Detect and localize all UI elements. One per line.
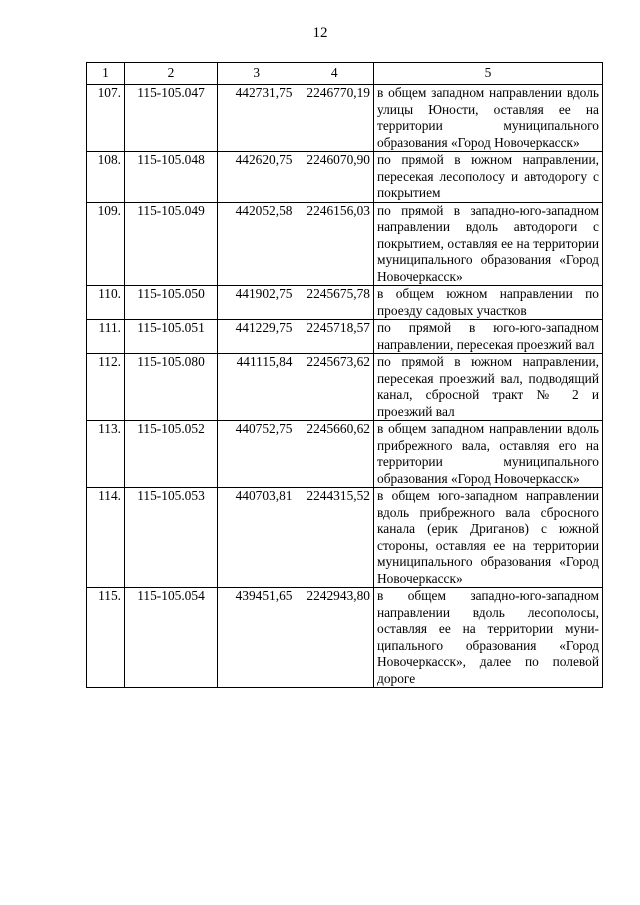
point-id: 115-105.054 xyxy=(125,588,218,688)
table-row xyxy=(87,202,603,286)
row-number: 107. xyxy=(87,85,125,152)
boundary-description: в общем западном направлении вдоль прибрежного вала, оставляя его на территории муниципального образования «Город Новочеркасск» xyxy=(374,421,603,488)
row-number: 109. xyxy=(87,202,125,286)
row-number: 111. xyxy=(87,320,125,354)
boundary-description: по прямой в юго-юго-западном направлении, пересекая проезжий вал xyxy=(374,320,603,354)
table-row xyxy=(87,85,603,152)
coordinate-x: 442052,58 xyxy=(218,202,296,286)
row-number: 114. xyxy=(87,488,125,588)
coordinate-y: 2245673,62 xyxy=(296,354,374,421)
table-header-row xyxy=(87,63,603,85)
point-id: 115-105.080 xyxy=(125,354,218,421)
boundary-description: по прямой в западно-юго-западном направлении вдоль автодороги с покрытием, оставляя ее на территории муниципального образования «Город Новочеркасск» xyxy=(374,202,603,286)
row-number: 115. xyxy=(87,588,125,688)
coordinate-x: 442731,75 xyxy=(218,85,296,152)
table-row xyxy=(87,488,603,588)
table-row xyxy=(87,588,603,688)
row-number: 113. xyxy=(87,421,125,488)
table-row xyxy=(87,286,603,320)
row-number: 108. xyxy=(87,152,125,203)
coordinate-x: 439451,65 xyxy=(218,588,296,688)
point-id: 115-105.050 xyxy=(125,286,218,320)
coordinate-y: 2245675,78 xyxy=(296,286,374,320)
point-id: 115-105.052 xyxy=(125,421,218,488)
table-row xyxy=(87,152,603,203)
header-col-2: 2 xyxy=(125,63,218,85)
point-id: 115-105.047 xyxy=(125,85,218,152)
coordinate-x: 442620,75 xyxy=(218,152,296,203)
point-id: 115-105.053 xyxy=(125,488,218,588)
coordinate-x: 440703,81 xyxy=(218,488,296,588)
header-col-1: 1 xyxy=(87,63,125,85)
coordinate-x: 441229,75 xyxy=(218,320,296,354)
coordinate-x: 440752,75 xyxy=(218,421,296,488)
boundary-description: по прямой в южном направлении, пересекая проезжий вал, подводящий канал, сбросной тракт № 2 и проезжий вал xyxy=(374,354,603,421)
boundary-description: в общем южном направлении по проезду садовых участков xyxy=(374,286,603,320)
row-number: 112. xyxy=(87,354,125,421)
header-col-4: 4 xyxy=(296,63,374,85)
point-id: 115-105.049 xyxy=(125,202,218,286)
coordinate-y: 2244315,52 xyxy=(296,488,374,588)
coordinate-x: 441902,75 xyxy=(218,286,296,320)
coordinate-y: 2246070,90 xyxy=(296,152,374,203)
boundary-description: по прямой в южном направлении, пересекая лесополосу и автодорогу с покрытием xyxy=(374,152,603,203)
point-id: 115-105.048 xyxy=(125,152,218,203)
coordinate-y: 2245660,62 xyxy=(296,421,374,488)
header-col-3: 3 xyxy=(218,63,296,85)
table-row xyxy=(87,320,603,354)
coordinate-y: 2246770,19 xyxy=(296,85,374,152)
boundary-description: в общем западно-юго-западном направлении вдоль лесополосы, оставляя ее на территории муниципального образования «Город Новочеркасск», далее по полевой дороге xyxy=(374,588,603,688)
point-id: 115-105.051 xyxy=(125,320,218,354)
boundary-description: в общем западном направлении вдоль улицы Юности, оставляя ее на территории муниципального образования «Город Новочеркасск» xyxy=(374,85,603,152)
row-number: 110. xyxy=(87,286,125,320)
page-number: 12 xyxy=(312,25,328,41)
coordinate-y: 2242943,80 xyxy=(296,588,374,688)
coordinate-x: 441115,84 xyxy=(218,354,296,421)
coordinate-y: 2246156,03 xyxy=(296,202,374,286)
boundary-coordinates-table xyxy=(86,62,603,688)
header-col-5: 5 xyxy=(374,63,603,85)
coordinate-y: 2245718,57 xyxy=(296,320,374,354)
boundary-description: в общем юго-западном направлении вдоль прибрежного вала сбросного канала (ерик Дриганов) с южной стороны, оставляя ее на территории муниципального образования «Город Новочеркасск» xyxy=(374,488,603,588)
table-row xyxy=(87,354,603,421)
table-row xyxy=(87,421,603,488)
